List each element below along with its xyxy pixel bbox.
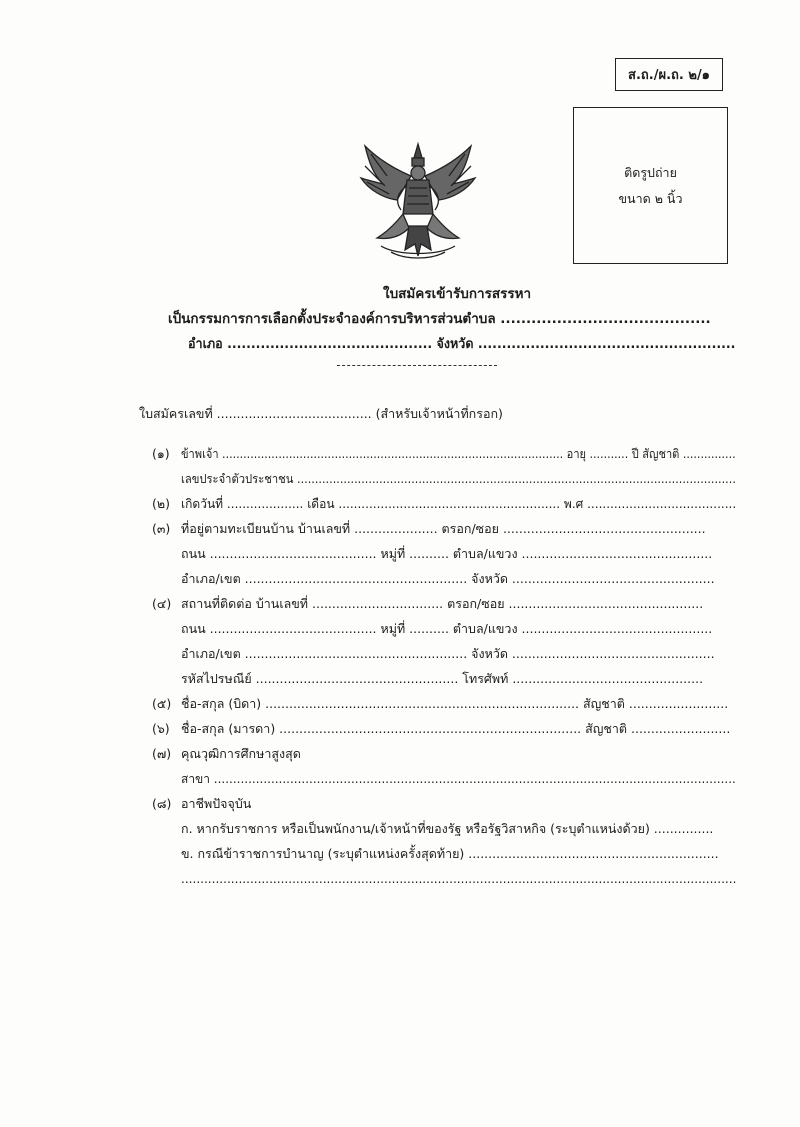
item-line-father: ชื่อ-สกุล (บิดา) ............................................................................... สัญชาติ ......................... xyxy=(181,696,729,711)
item-number: (๕) xyxy=(152,696,172,711)
form-subtitle: เป็นกรรมการการเลือกตั้งประจำองค์การบริหารส่วนตำบล ......................................... xyxy=(168,311,711,327)
item-line-name: ข้าพเจ้า ................................................................................................. อายุ ........... ปี สัญชาติ ............... xyxy=(181,446,736,461)
item-line-road: ถนน .......................................... หมู่ที่ .......... ตำบล/แขวง ................................................ xyxy=(181,546,713,561)
item-number: (๑) xyxy=(152,446,170,461)
item-line-id-card: เลขประจำตัวประชาชน ........................................................................................................................... xyxy=(181,471,736,486)
item-line-occupation: อาชีพปัจจุบัน xyxy=(181,796,252,811)
item-number: (๘) xyxy=(152,796,172,811)
item-number: (๖) xyxy=(152,721,170,736)
item-line-education: คุณวุฒิการศึกษาสูงสุด xyxy=(181,746,301,761)
title-divider xyxy=(337,365,497,366)
item-line-road: ถนน .......................................... หมู่ที่ .......... ตำบล/แขวง ................................................ xyxy=(181,621,713,636)
item-line-district: อำเภอ/เขต ........................................................ จังหวัด ................................................... xyxy=(181,571,715,586)
item-line-postcode-phone: รหัสไปรษณีย์ ................................................... โทรศัพท์ ................................................ xyxy=(181,671,704,686)
photo-placeholder xyxy=(573,107,728,264)
item-number: (๒) xyxy=(152,496,170,511)
item-number: (๗) xyxy=(152,746,172,761)
item-line-mother: ชื่อ-สกุล (มารดา) ............................................................................ สัญชาติ ......................... xyxy=(181,721,731,736)
application-number-line: ใบสมัครเลขที่ ....................................... (สำหรับเจ้าหน้าที่กรอก) xyxy=(139,406,503,421)
form-code: ส.ถ./ผ.ถ. ๒/๑ xyxy=(615,58,723,91)
item-line-birthdate: เกิดวันที่ .................... เดือน .......................................................... พ.ศ ....................................... xyxy=(181,496,737,511)
item-number: (๔) xyxy=(152,596,172,611)
form-title: ใบสมัครเข้ารับการสรรหา xyxy=(383,286,532,302)
photo-label-line1: ติดรูปถ่าย xyxy=(624,164,677,180)
item-line-continuation: ................................................................................................................................................. xyxy=(181,871,737,886)
item-line-registered-address: ที่อยู่ตามทะเบียนบ้าน บ้านเลขที่ ..................... ตรอก/ซอย ................................................... xyxy=(181,521,706,536)
item-number: (๓) xyxy=(152,521,171,536)
item-line-contact-address: สถานที่ติดต่อ บ้านเลขที่ ................................. ตรอก/ซอย ................................................. xyxy=(181,596,704,611)
item-line-district: อำเภอ/เขต ........................................................ จังหวัด ................................................... xyxy=(181,646,715,661)
form-district-line: อำเภอ ........................................... จังหวัด ...................................................... xyxy=(188,336,736,352)
item-line-pension-position: ข. กรณีข้าราชการบำนาญ (ระบุตำแหน่งครั้งสุดท้าย) ............................................................... xyxy=(181,846,719,861)
item-line-major: สาขา ......................................................................................................................................... xyxy=(181,771,736,786)
item-line-government-position: ก. หากรับราชการ หรือเป็นพนักงาน/เจ้าหน้าที่ของรัฐ หรือรัฐวิสาหกิจ (ระบุตำแหน่งด้วย) ............... xyxy=(181,821,714,836)
garuda-emblem-icon xyxy=(357,140,479,265)
photo-label-line2: ขนาด ๒ นิ้ว xyxy=(618,190,683,206)
